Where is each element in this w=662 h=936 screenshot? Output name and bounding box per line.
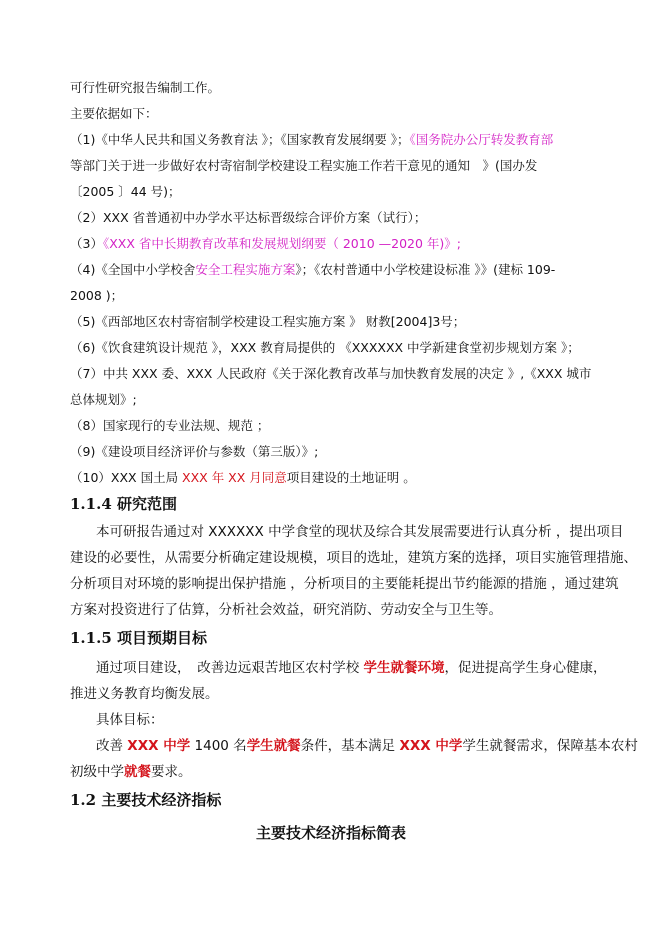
paragraph-line: 推进义务教育均衡发展。	[70, 686, 219, 702]
highlight-span: XXX 中学	[127, 738, 191, 754]
highlight-span: 学生就餐	[246, 738, 301, 754]
text-span: 要求。	[151, 764, 192, 780]
text-span: 学生就餐需求，保障基本农村	[462, 738, 638, 754]
highlight-span: 学生就餐环境	[363, 660, 445, 676]
highlight-span: 《国务院办公厅转发教育部	[409, 132, 554, 147]
text-span: 1400 名	[190, 738, 247, 754]
text-line: （9)《建设项目经济评价与参数（第三版）》;	[70, 444, 319, 459]
section-heading-1-1-4: 1.1.4 研究范围	[70, 495, 177, 513]
text-line: （7）中共 XXX 委、XXX 人民政府《关于深化教育改革与加快教育发展的决定 》,《XXX 城市	[70, 366, 592, 381]
paragraph-line: 具体目标：	[96, 712, 164, 728]
text-span: 项目建设的土地证明 。	[286, 470, 416, 485]
text-span: 条件，基本满足	[300, 738, 400, 754]
highlight-span: 安全工程实施方案	[195, 262, 296, 277]
text-span: 》；《农村普通中小学校建设标准 》》(建标 109-	[295, 262, 556, 277]
section-heading-1-1-5: 1.1.5 项目预期目标	[70, 629, 207, 647]
text-span: ，促进提高学生身心健康，	[444, 660, 607, 676]
paragraph-line: 建设的必要性，从需要分析确定建设规模，项目的选址，建筑方案的选择，项目实施管理措施、	[70, 550, 637, 566]
text-line	[70, 262, 555, 278]
paragraph-line	[96, 738, 638, 754]
text-line: 2008 )；	[70, 288, 124, 303]
paragraph-line: 本可研报告通过对 XXXXXX 中学食堂的现状及综合其发展需要进行认真分析 ，提出项目	[96, 524, 624, 540]
text-span: （4)《全国中小学校舍	[70, 262, 196, 277]
text-line	[70, 132, 553, 148]
text-line: （8）国家现行的专业法规、规范 ；	[70, 418, 270, 433]
text-line: （5)《西部地区农村寄宿制学校建设工程实施方案 》 财教[2004]3号；	[70, 314, 466, 329]
highlight-span: 就餐	[124, 764, 151, 780]
text-line: 可行性研究报告编制工作。	[70, 80, 221, 95]
text-span: （1)《中华人民共和国义务教育法 》；《国家教育发展纲要 》；	[70, 132, 410, 147]
text-line: （2）XXX 省普通初中办学水平达标晋级综合评价方案（试行）；	[70, 210, 427, 225]
paragraph-line	[70, 764, 192, 780]
highlight-span: XXX 年 XX 月同意	[182, 470, 287, 485]
section-heading-1-2: 1.2 主要技术经济指标	[70, 791, 222, 809]
table-title: 主要技术经济指标简表	[255, 824, 406, 842]
text-line: 〔2005 〕44 号)；	[70, 184, 181, 199]
text-span: 改善	[96, 738, 128, 754]
text-span: （3）	[70, 236, 103, 251]
text-line: （6)《饮食建筑设计规范 》，XXX 教育局提供的 《XXXXXX 中学新建食堂初步规划方案 》；	[70, 340, 580, 355]
text-span: （10）XXX 国土局	[70, 470, 183, 485]
paragraph-line: 分析项目对环境的影响提出保护措施 ，分析项目的主要能耗提出节约能源的措施 ，通过建筑	[70, 576, 619, 592]
text-line	[70, 236, 461, 252]
text-line	[70, 470, 416, 486]
text-line: 主要依据如下：	[70, 106, 158, 121]
text-span: 初级中学	[70, 764, 124, 780]
paragraph-line: 方案对投资进行了估算，分析社会效益，研究消防、劳动安全与卫生等。	[70, 602, 502, 618]
highlight-span: XXX 中学	[399, 738, 463, 754]
text-line: 等部门关于进一步做好农村寄宿制学校建设工程实施工作若干意见的通知 》(国办发	[70, 158, 538, 173]
highlight-span: 《XXX 省中长期教育改革和发展规划纲要（ 2010 —2020 年)》;	[102, 236, 461, 251]
text-line: 总体规划》;	[70, 392, 137, 407]
text-span: 通过项目建设， 改善边远艰苦地区农村学校	[96, 660, 364, 676]
paragraph-line	[96, 660, 607, 676]
